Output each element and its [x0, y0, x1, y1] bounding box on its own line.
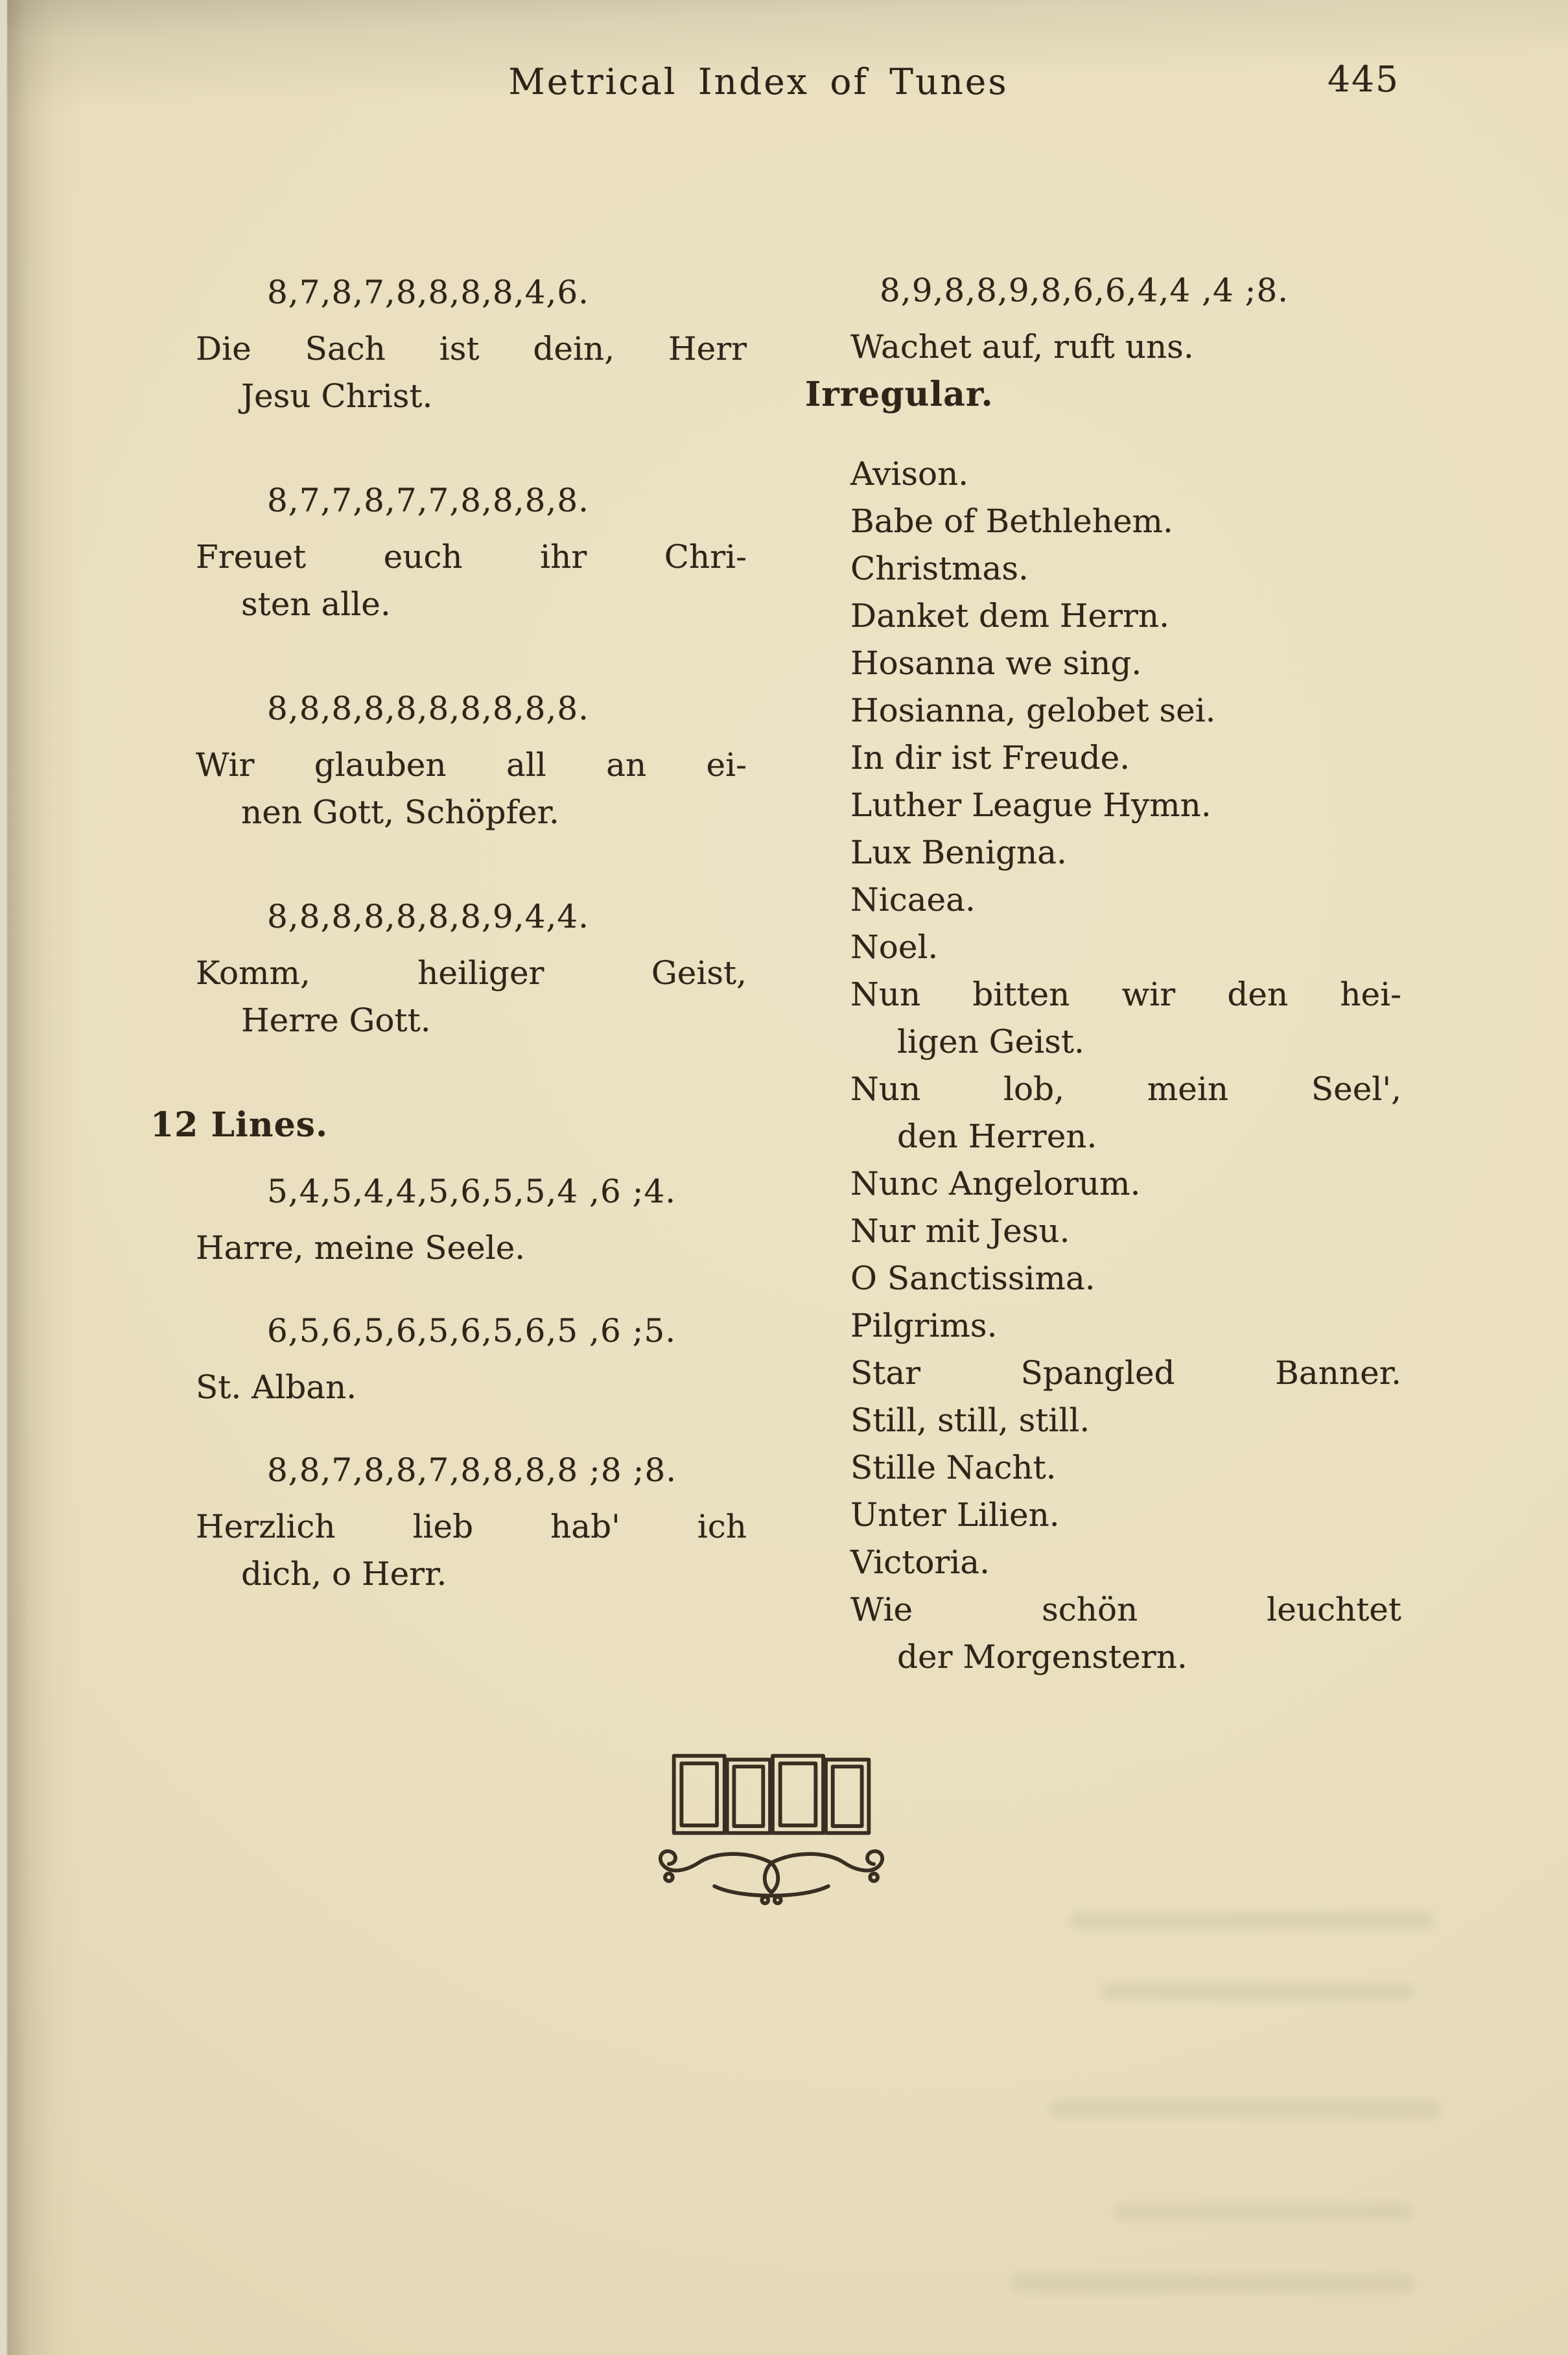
list-item [805, 687, 1418, 734]
tune-name-line: Freuet euch ihr Chri- [196, 538, 747, 576]
tune-name [150, 950, 753, 1044]
list-item [805, 1302, 1418, 1350]
tune-name [805, 323, 1418, 371]
section-heading-12-lines: 12 Lines. [150, 1105, 329, 1145]
list-item [805, 1397, 1418, 1444]
page-title: Metrical Index of Tunes [508, 61, 1009, 102]
tune-name-line: dich, o Herr. [241, 1555, 447, 1593]
tune-name-line: O Sanctissima. [850, 1260, 1095, 1297]
tune-name-line: Nicaea. [850, 881, 976, 919]
tailpiece-books-ornament-icon [638, 1744, 904, 1909]
list-item [805, 782, 1418, 829]
tune-name-line: Hosanna we sing. [850, 644, 1142, 682]
list-item [805, 971, 1418, 1066]
meter-group [150, 1447, 753, 1598]
tune-name-line: In dir ist Freude. [850, 739, 1130, 777]
page-bleed-through [1050, 2100, 1439, 2117]
tune-name-line: Hosianna, gelobet sei. [850, 692, 1216, 729]
tune-name [150, 742, 753, 836]
meter-group [150, 1307, 753, 1411]
meter-group [150, 269, 753, 420]
tune-name-line: den Herren. [897, 1118, 1097, 1155]
tune-name [150, 1503, 753, 1598]
tune-name [150, 1224, 753, 1272]
tune-name-line: Die Sach ist dein, Herr [196, 330, 747, 368]
list-item [805, 924, 1418, 971]
list-item [805, 1586, 1418, 1681]
meter-group [150, 1168, 753, 1272]
page-number: 445 [1328, 58, 1399, 100]
list-item [805, 1208, 1418, 1255]
tune-name-line: Noel. [850, 928, 939, 966]
tune-name-line: Pilgrims. [850, 1307, 998, 1344]
tune-name-line: Babe of Bethlehem. [850, 502, 1173, 540]
tune-name-line: Nun bitten wir den hei- [850, 976, 1401, 1013]
tune-name-line: Herre Gott. [241, 1002, 431, 1039]
list-item [805, 498, 1418, 545]
tune-name-line: Jesu Christ. [241, 377, 433, 415]
tune-name-line: Stille Nacht. [850, 1449, 1057, 1486]
tune-name-line: Nunc Angelorum. [850, 1165, 1141, 1202]
right-column [805, 267, 1418, 1681]
tune-name-line: Danket dem Herrn. [850, 597, 1169, 635]
list-item [805, 1255, 1418, 1302]
tune-name-line: Wachet auf, ruft uns. [850, 328, 1194, 366]
list-item [805, 545, 1418, 592]
meter-heading: 8,9,8,8,9,8,6,6,4,4 ,4 ;8. [880, 272, 1289, 309]
tune-name-line: ligen Geist. [897, 1023, 1084, 1060]
meter-heading: 8,8,8,8,8,8,8,8,8,8. [267, 690, 590, 727]
page-bleed-through [1011, 2275, 1413, 2292]
meter-heading: 5,4,5,4,4,5,6,5,5,4 ,6 ;4. [267, 1173, 677, 1210]
tune-name-line: Lux Benigna. [850, 834, 1067, 871]
tune-name-line: der Morgenstern. [897, 1638, 1188, 1676]
tune-name [150, 325, 753, 420]
tune-name-line: Luther League Hymn. [850, 786, 1211, 824]
tune-name-line: Komm, heiliger Geist, [196, 954, 747, 992]
meter-group [150, 477, 753, 628]
page-bleed-through [1102, 1984, 1413, 1999]
left-column [150, 269, 753, 1634]
tune-name [150, 1364, 753, 1411]
tune-name-line: Christmas. [850, 550, 1029, 587]
tune-name-line: nen Gott, Schöpfer. [241, 793, 559, 831]
list-item [805, 1444, 1418, 1492]
tune-name-line: Herzlich lieb hab' ich [196, 1508, 747, 1545]
page-bleed-through [1115, 2204, 1413, 2220]
tune-name-line: Star Spangled Banner. [850, 1354, 1401, 1392]
list-item [805, 1160, 1418, 1208]
list-item [805, 592, 1418, 640]
tune-name-line: sten alle. [241, 585, 391, 623]
meter-group [150, 685, 753, 836]
list-item [805, 876, 1418, 924]
section-heading-irregular: Irregular. [805, 375, 994, 414]
list-item [805, 1492, 1418, 1539]
meter-group [150, 893, 753, 1044]
meter-heading: 8,7,8,7,8,8,8,8,4,6. [267, 274, 590, 311]
tune-name-line: Unter Lilien. [850, 1496, 1060, 1534]
list-item [805, 829, 1418, 876]
list-item [805, 1539, 1418, 1586]
tune-name [150, 533, 753, 628]
tune-name-line: Wir glauben all an ei- [196, 746, 747, 784]
tune-name-line: St. Alban. [196, 1368, 357, 1406]
meter-heading: 8,8,8,8,8,8,8,9,4,4. [267, 898, 590, 935]
tune-name-line: Nun lob, mein Seel', [850, 1070, 1401, 1108]
meter-heading: 6,5,6,5,6,5,6,5,6,5 ,6 ;5. [267, 1312, 677, 1350]
meter-group [805, 267, 1418, 371]
list-item [805, 1350, 1418, 1397]
list-item [805, 1066, 1418, 1160]
meter-heading: 8,7,7,8,7,7,8,8,8,8. [267, 482, 590, 519]
list-item [805, 734, 1418, 782]
list-item [805, 640, 1418, 687]
tune-name-line: Avison. [850, 455, 969, 493]
meter-heading: 8,8,7,8,8,7,8,8,8,8 ;8 ;8. [267, 1451, 677, 1489]
list-item [805, 451, 1418, 498]
tune-name-line: Still, still, still. [850, 1401, 1090, 1439]
tune-name-line: Nur mit Jesu. [850, 1212, 1070, 1250]
page-bleed-through [1070, 1912, 1433, 1929]
tune-name-line: Wie schön leuchtet [850, 1591, 1401, 1628]
tune-name-line: Harre, meine Seele. [196, 1229, 526, 1267]
irregular-tunes-list [805, 451, 1418, 1681]
tune-name-line: Victoria. [850, 1543, 990, 1581]
